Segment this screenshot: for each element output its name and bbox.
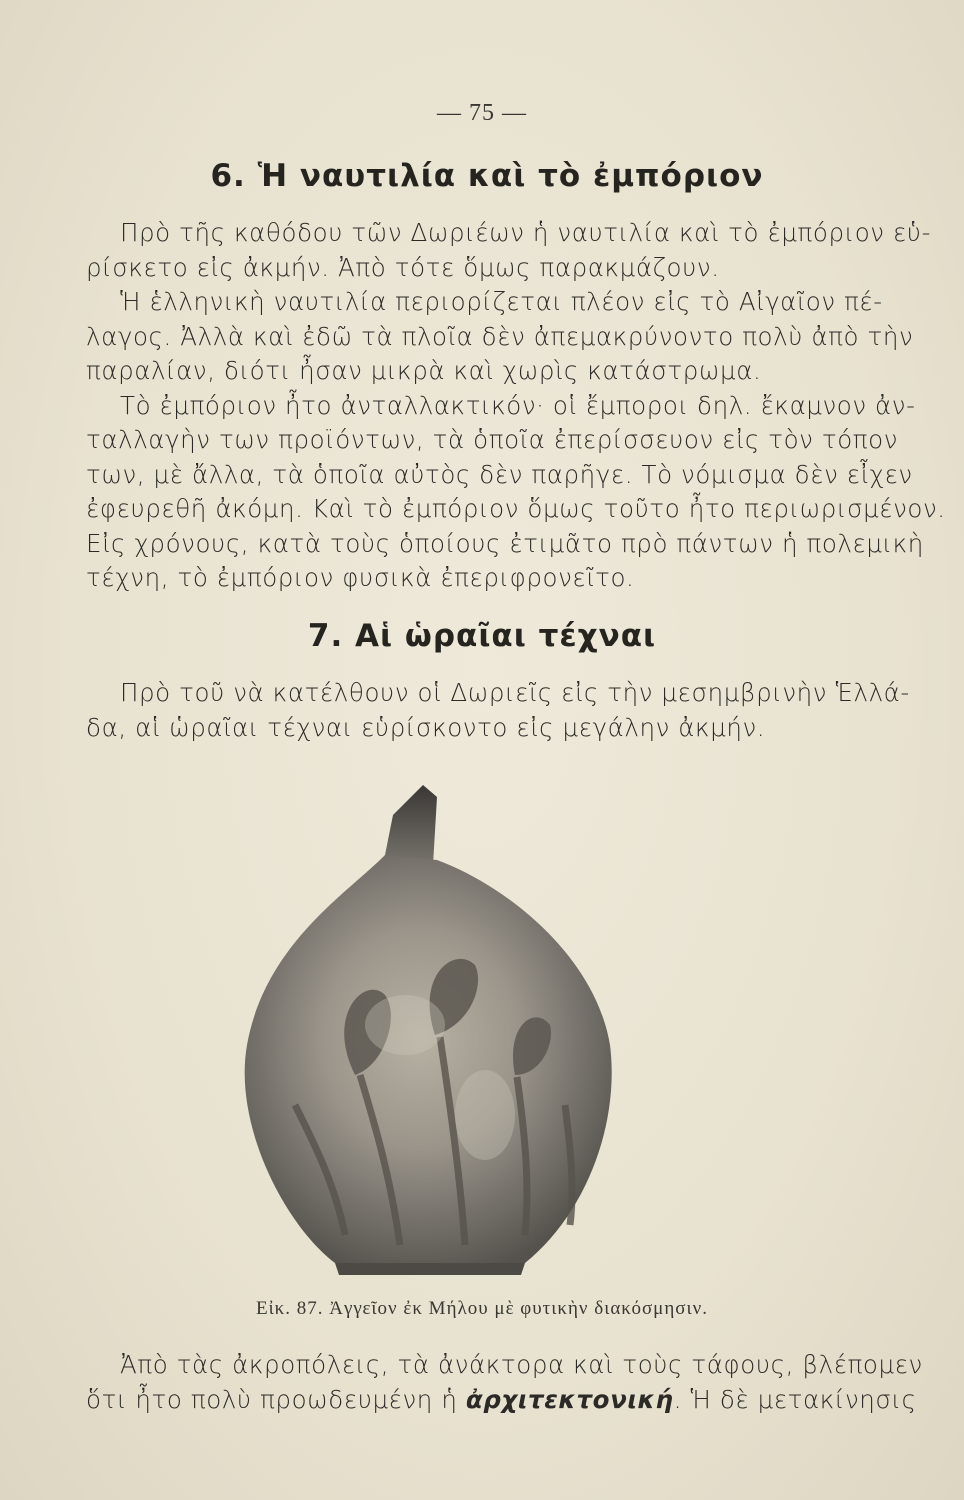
- text-line: λαγος. Ἀλλὰ καὶ ἐδῶ τὰ πλοῖα δὲν ἀπεμακρύνοντο πολὺ ἀπὸ τὴν: [86, 321, 914, 351]
- text-line: ρίσκετο εἰς ἀκμήν. Ἀπὸ τότε ὅμως παρακμάζουν.: [86, 252, 720, 282]
- text-line: Πρὸ τοῦ νὰ κατέλθουν οἱ Δωριεῖς εἰς τὴν μεσημβρινὴν Ἑλλά-: [120, 678, 910, 707]
- text-line: ἐφευρεθῆ ἀκόμη. Καὶ τὸ ἐμπόριον ὅμως τοῦτο ἦτο περιωρισμένον.: [86, 494, 946, 523]
- text-line: Ἡ ἑλληνικὴ ναυτιλία περιορίζεται πλέον εἰς τὸ Αἰγαῖον πέ-: [120, 287, 883, 316]
- text-line: Τὸ ἐμπόριον ἦτο ἀνταλλακτικόν· οἱ ἔμποροι δηλ. ἔκαμνον ἀν-: [120, 390, 916, 420]
- melos-vase-image: [225, 775, 625, 1275]
- vase-illustration: [225, 775, 625, 1275]
- page-number: — 75 —: [437, 100, 527, 126]
- text-line: ταλλαγὴν των προϊόντων, τὰ ὁποῖα ἐπερίσσευον εἰς τὸν τόπον: [86, 425, 899, 454]
- section-7-heading: 7. Αἱ ὡραῖαι τέχναι: [307, 618, 657, 654]
- section-6-paragraph: [86, 216, 946, 596]
- text-segment: . Ἡ δὲ μετακίνησις: [673, 1384, 917, 1414]
- text-line: παραλίαν, διότι ἦσαν μικρὰ καὶ χωρὶς κατάστρωμα.: [86, 356, 762, 385]
- text-line: των, μὲ ἄλλα, τὰ ὁποῖα αὐτὸς δὲν παρῆγε. Τὸ νόμισμα δὲν εἶχεν: [86, 459, 913, 489]
- text-line: [86, 1383, 917, 1418]
- section-7-paragraph: [86, 676, 910, 745]
- figure-caption: Εἰκ. 87. Ἀγγεῖον ἐκ Μήλου μὲ φυτικὴν διακόσμησιν.: [255, 1298, 709, 1319]
- text-line: Ἀπὸ τὰς ἀκροπόλεις, τὰ ἀνάκτορα καὶ τοὺς τάφους, βλέπομεν: [120, 1350, 923, 1379]
- section-6-heading: 6. Ἡ ναυτιλία καὶ τὸ ἐμπόριον: [210, 158, 764, 194]
- emphasized-term: ἀρχιτεκτονική: [465, 1384, 674, 1414]
- text-segment: ὅτι ἦτο πολὺ προωδευμένη ἡ: [86, 1384, 466, 1414]
- text-line: δα, αἱ ὡραῖαι τέχναι εὑρίσκοντο εἰς μεγάλην ἀκμήν.: [86, 712, 766, 742]
- closing-paragraph: [86, 1348, 923, 1417]
- text-line: Πρὸ τῆς καθόδου τῶν Δωριέων ἡ ναυτιλία καὶ τὸ ἐμπόριον εὑ-: [120, 218, 932, 247]
- text-line: Εἰς χρόνους, κατὰ τοὺς ὁποίους ἐτιμᾶτο πρὸ πάντων ἡ πολεμικὴ: [86, 528, 924, 558]
- text-line: τέχνη, τὸ ἐμπόριον φυσικὰ ἐπεριφρονεῖτο.: [86, 563, 635, 592]
